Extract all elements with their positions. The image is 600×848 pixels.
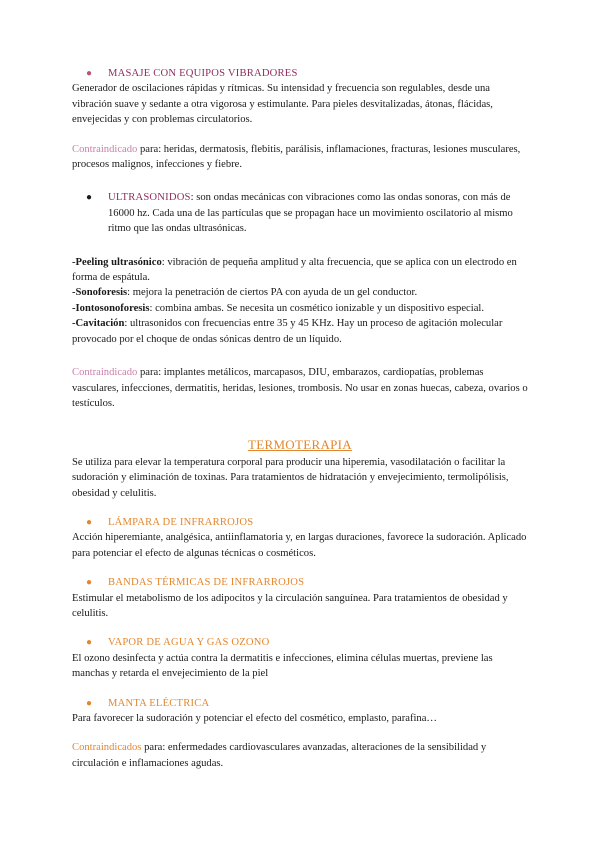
section-heading-row <box>86 515 528 530</box>
masaje-heading: MASAJE CON EQUIPOS VIBRADORES <box>108 68 298 79</box>
ultra-item <box>72 316 528 347</box>
ultrasonidos-contraindications <box>72 365 528 411</box>
bullet-dot-icon: ● <box>86 637 93 649</box>
bullet-dot-icon: ● <box>86 192 93 204</box>
masaje-body: Generador de oscilaciones rápidas y rítmicas. Su intensidad y frecuencia son regulables, desde una vibración suave y sedante a otra vigorosa y estimulante. Para pieles desvitalizadas, átonas, flácidas, envejecidas y con problemas circulatorios. <box>72 83 493 126</box>
termoterapia-intro: Se utiliza para elevar la temperatura corporal para producir una hiperemia, vasodilatación o facilitar la sudoración y eliminación de toxinas. Para tratamientos de hidratación y envejecimiento, termolipólisis, obesidad y celulitis. <box>72 456 509 499</box>
termo-contra-label: Contraindicados <box>72 742 142 754</box>
ultra-item-text: : ultrasonidos con frecuencias entre 35 y 45 KHz. Hay un proceso de agitación molecular provocado por el choque de ondas sónicas dentro de un líquido. <box>72 318 503 345</box>
ultrasonidos-text: : son ondas mecánicas con vibraciones como las ondas sonoras, con más de 16000 hz. Cada una de las partículas que se propagan hace un movimiento oscilatorio al mismo ritmo que las ondas ultrasónicas. <box>108 192 513 235</box>
section-heading: LÁMPARA DE INFRARROJOS <box>108 516 254 528</box>
ultrasonidos-paragraph <box>108 190 528 236</box>
bullet-dot-icon: ● <box>86 697 93 709</box>
ultra-item-text: : combina ambas. Se necesita un cosmético ionizable y un dispositivo especial. <box>149 302 484 314</box>
section-heading-row <box>86 575 528 590</box>
section-heading-row <box>86 635 528 650</box>
ultra-item-term: -Cavitación <box>72 318 125 330</box>
section-heading: MANTA ELÉCTRICA <box>108 697 210 709</box>
ultra-item-term: -Iontosonoforesis <box>72 302 150 314</box>
section-body: Acción hiperemiante, analgésica, antiinflamatoria y, en largas duraciones, favorece la sudoración. Aplicado para potenciar el efecto de algunas técnicas o cosméticos. <box>72 532 527 559</box>
section-body: Para favorecer la sudoración y potenciar el efecto del cosmético, emplasto, parafina… <box>72 713 438 724</box>
ultra-item-text: : mejora la penetración de ciertos PA con ayuda de un gel conductor. <box>127 287 418 299</box>
bullet-dot-icon: ● <box>86 516 93 528</box>
masaje-heading-row <box>86 66 528 81</box>
section-heading: VAPOR DE AGUA Y GAS OZONO <box>108 637 270 649</box>
bullet-dot-icon: ● <box>86 68 93 79</box>
ultra-item <box>72 255 528 286</box>
termoterapia-contraindications <box>72 740 528 771</box>
document-page <box>72 66 528 771</box>
section-heading: BANDAS TÉRMICAS DE INFRARROJOS <box>108 577 305 589</box>
termoterapia-title-row <box>72 437 528 454</box>
section-heading-row <box>86 696 528 711</box>
ultra-contra-label: Contraindicado <box>72 367 138 379</box>
masaje-contra-text: para: heridas, dermatosis, flebitis, parálisis, inflamaciones, fracturas, lesiones musculares, procesos malignos, infecciones y fiebre. <box>72 143 521 171</box>
ultra-item-text: : vibración de pequeña amplitud y alta frecuencia, que se aplica con un electrodo en forma de espátula. <box>72 256 517 284</box>
bullet-dot-icon: ● <box>86 577 93 589</box>
section-body: El ozono desinfecta y actúa contra la dermatitis e infecciones, elimina células muertas, previene las manchas y retarda el envejecimiento de la piel <box>72 652 493 680</box>
masaje-contraindications <box>72 142 528 173</box>
ultrasonidos-heading: ULTRASONIDOS <box>108 192 191 204</box>
section-body: Estimular el metabolismo de los adipocitos y la circulación sanguínea. Para tratamientos de obesidad y celulitis. <box>72 592 508 619</box>
ultra-item-term: -Peeling ultrasónico <box>72 256 162 268</box>
masaje-contra-label: Contraindicado <box>72 143 138 155</box>
ultra-contra-text: para: implantes metálicos, marcapasos, DIU, embarazos, cardiopatías, problemas vasculares, infecciones, dermatitis, heridas, lesiones, trombosis. No usar en zonas huecas, cabeza, ovarios o testículos. <box>72 367 528 409</box>
ultra-item <box>72 301 528 316</box>
ultra-item <box>72 285 528 300</box>
ultra-item-term: -Sonoforesis <box>72 287 128 299</box>
termo-contra-text: para: enfermedades cardiovasculares avanzadas, alteraciones de la sensibilidad y circulación e inflamaciones agudas. <box>72 742 487 769</box>
ultrasonidos-row <box>86 190 528 236</box>
termoterapia-title: TERMOTERAPIA <box>248 437 352 453</box>
